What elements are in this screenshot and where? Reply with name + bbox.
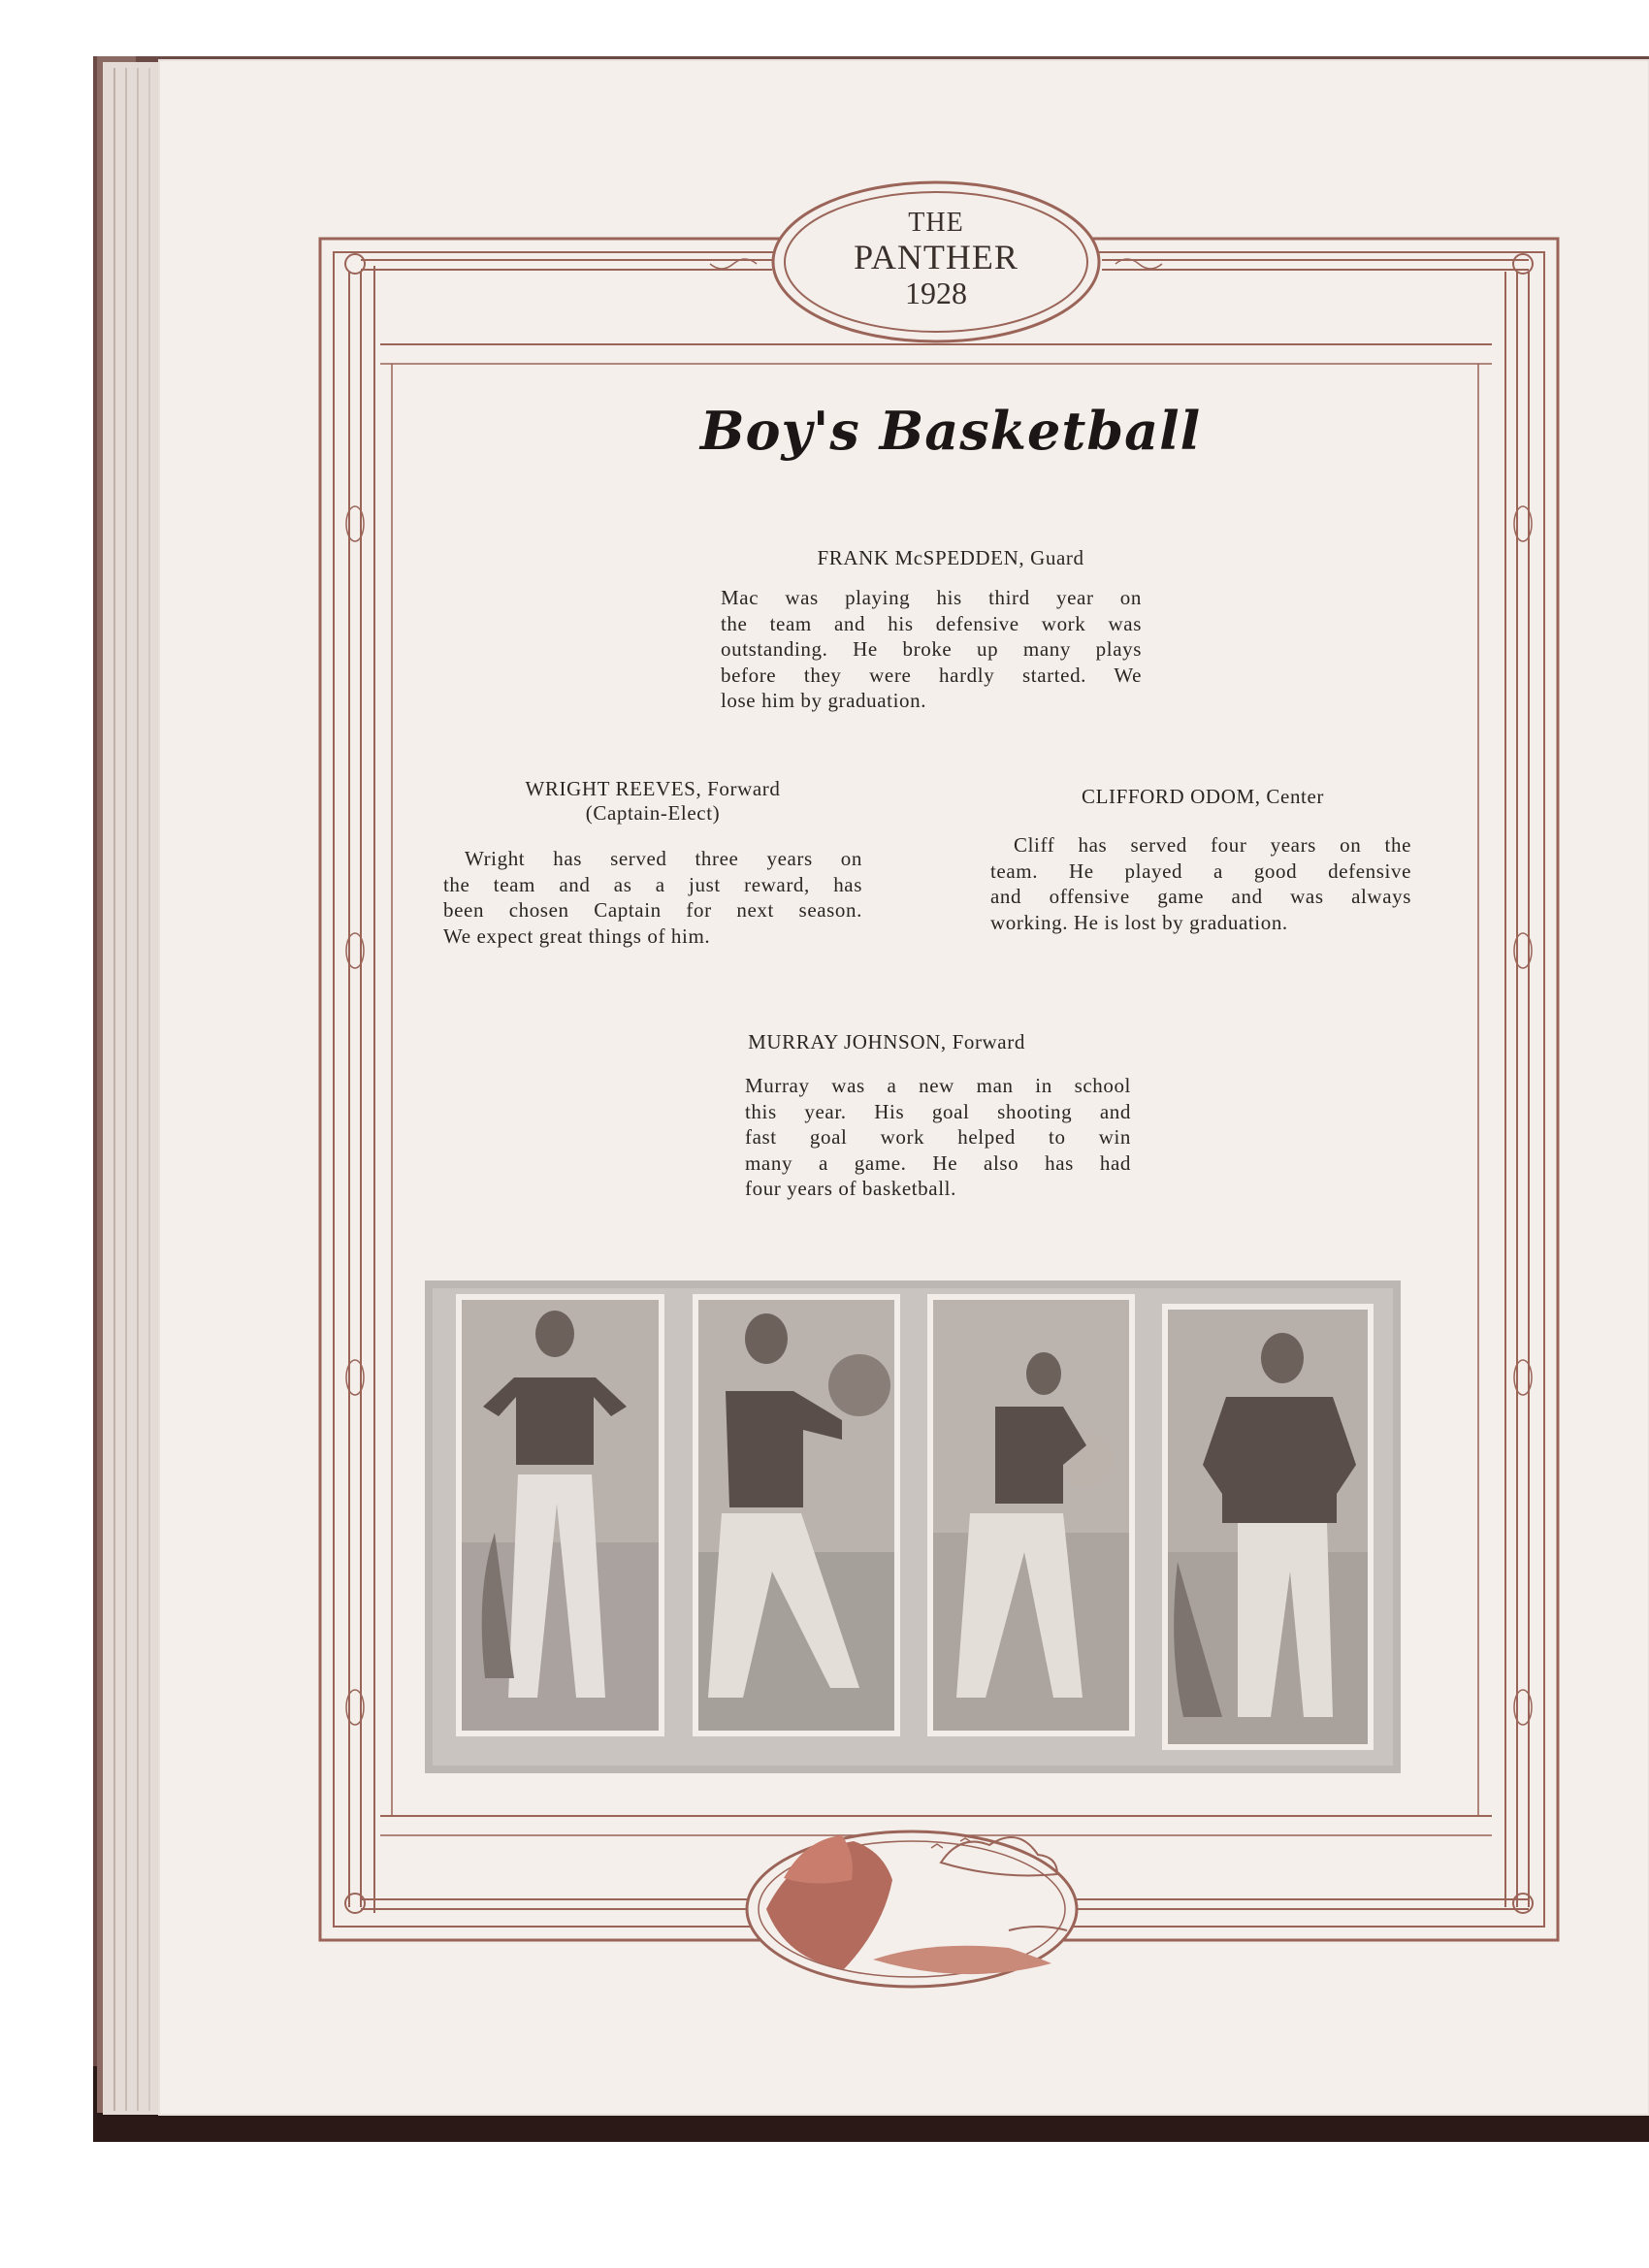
- masthead-the: THE: [908, 208, 964, 238]
- bio-line: Wright has served three years on: [465, 847, 862, 870]
- masthead-year: 1928: [905, 275, 967, 310]
- player-heading: WRIGHT REEVES, Forward: [525, 777, 781, 800]
- player-bio: [721, 585, 1142, 714]
- bio-line: been chosen Captain for next season.: [443, 898, 862, 922]
- player-photo-4: [1162, 1304, 1374, 1750]
- player-photo-1: [456, 1294, 664, 1736]
- bio-line: We expect great things of him.: [443, 923, 711, 948]
- player-photo-2: [693, 1294, 900, 1736]
- player-subheading: (Captain-Elect): [585, 801, 721, 825]
- bio-line: four years of basketball.: [745, 1177, 956, 1200]
- page-edges: [103, 62, 159, 2115]
- player-heading: MURRAY JOHNSON, Forward: [748, 1030, 1025, 1053]
- bio-line: lose him by graduation.: [721, 689, 927, 712]
- bio-line: the team and as a just reward, has: [443, 872, 862, 896]
- player-photo-3: [927, 1294, 1135, 1736]
- masthead: [791, 208, 1082, 310]
- bio-line: working. He is lost by graduation.: [990, 910, 1288, 934]
- bio-line: this year. His goal shooting and: [745, 1099, 1131, 1123]
- landscape-vignette-icon: [747, 1831, 1077, 1987]
- page-title: Boy's Basketball: [699, 400, 1202, 462]
- team-photo-strip: [425, 1280, 1401, 1773]
- bio-line: fast goal work helped to win: [745, 1125, 1131, 1149]
- player-bio: [745, 1073, 1131, 1202]
- bio-line: and offensive game and was always: [990, 885, 1411, 908]
- bio-line: Mac was playing his third year on: [721, 586, 1142, 609]
- bio-line: outstanding. He broke up many plays: [721, 637, 1142, 661]
- bio-line: before they were hardly started. We: [721, 663, 1142, 687]
- bio-line: many a game. He also has had: [745, 1150, 1131, 1175]
- player-heading: CLIFFORD ODOM, Center: [1081, 785, 1325, 808]
- bio-line: the team and his defensive work was: [721, 611, 1142, 635]
- bio-line: Murray was a new man in school: [745, 1074, 1131, 1097]
- bio-line: Cliff has served four years on the: [1014, 833, 1411, 857]
- player-heading: FRANK McSPEDDEN, Guard: [817, 546, 1084, 569]
- player-bio: [990, 832, 1411, 935]
- player-bio: [443, 846, 862, 949]
- bio-line: team. He played a good defensive: [990, 859, 1411, 883]
- masthead-panther: PANTHER: [854, 238, 1018, 276]
